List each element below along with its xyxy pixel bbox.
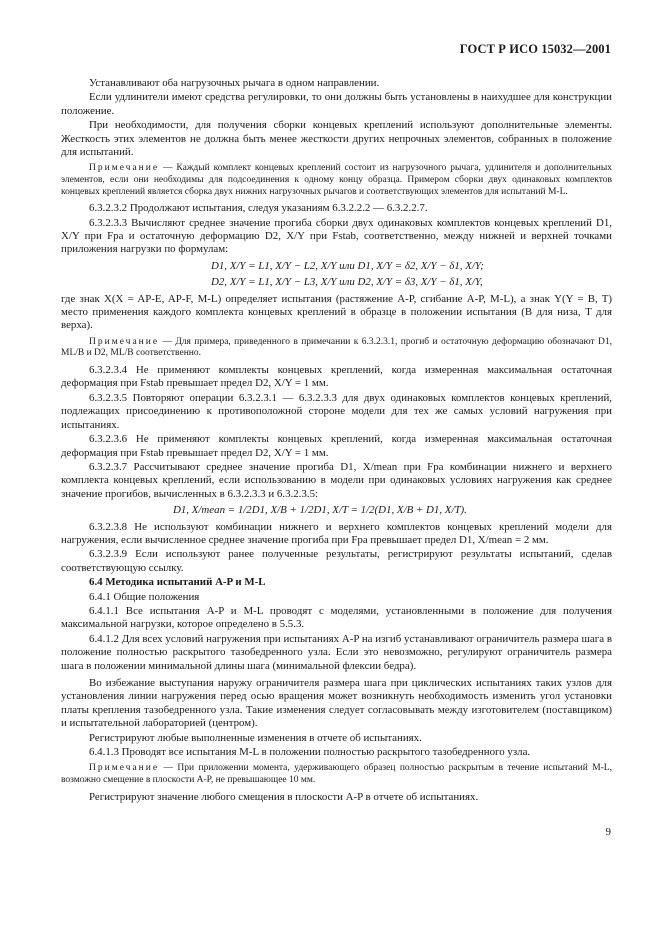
note-lead: Примечание xyxy=(89,163,160,174)
paragraph: Устанавливают оба нагрузочных рычага в одном направлении. xyxy=(89,77,380,89)
note xyxy=(61,763,612,786)
paragraph: 6.3.2.3.2 Продолжают испытания, следуя указаниям 6.3.2.2.2 — 6.3.2.2.7. xyxy=(89,202,428,215)
formula: D2, X/Y = L1, X/Y − L3, X/Y или D2, X/Y = δ3, X/Y − δ1, X/Y, xyxy=(211,276,483,289)
note-text: — Для примера, приведенного в примечании к 6.3.2.3.1, прогиб и остаточную деформацию обозначают D1, ML/B и D2, ML/B соответственно. xyxy=(61,336,612,359)
paragraph: 6.3.2.3.9 Если используют ранее полученные результаты, регистрируют результаты испытаний, сделав соответствующую ссылку. xyxy=(61,548,612,574)
paragraph: Регистрируют значение любого смещения в плоскости A-P в отчете об испытаниях. xyxy=(89,790,479,803)
formula: D1, X/Y = L1, X/Y − L2, X/Y или D1, X/Y = δ2, X/Y − δ1, X/Y; xyxy=(211,259,484,272)
paragraph: где знак X(X = AP-E, AP-F, M-L) определяет испытания (растяжение A-P, сгибание A-P, M-L), а знак Y(Y = B, T) место применения каждого комплекта концевых креплений в образце в положении испытания (B для низа, T для верха). xyxy=(61,292,612,332)
paragraph: 6.4.1 Общие положения xyxy=(89,590,200,603)
paragraph: 6.3.2.3.5 Повторяют операции 6.3.2.3.1 — 6.3.2.3.3 для двух одинаковых комплектов концевых креплений, подлежащих присоединению к противоположной стороне модели для тех же самых условий нагружения при испытаниях. xyxy=(61,391,612,431)
note xyxy=(61,163,612,198)
note xyxy=(61,337,612,360)
note-text: — При приложении момента, удерживающего образец полностью раскрытым в течение испытаний M-L, возможно смещение в плоскости A-P, не превышающее 10 мм. xyxy=(61,763,612,786)
standard-header: ГОСТ Р ИСО 15032—2001 xyxy=(459,42,611,56)
paragraph: 6.3.2.3.4 Не применяют комплекты концевых креплений, когда измеренная максимальная остаточная деформация при Fstab превышает предел D2, X/Y = 1 мм. xyxy=(61,364,612,390)
paragraph: 6.3.2.3.6 Не применяют комплекты концевых креплений, когда измеренная максимальная остаточная деформация при Fstab превышает предел D2, X/Y = 1 мм. xyxy=(61,433,612,459)
paragraph: Регистрируют любые выполненные изменения в отчете об испытаниях. xyxy=(89,731,422,744)
page-number: 9 xyxy=(605,826,611,838)
paragraph: Если удлинители имеют средства регулировки, то они должны быть установлены в наихудшее для конструкции положение. xyxy=(61,91,612,117)
paragraph: 6.4.1.2 Для всех условий нагружения при испытаниях A-P на изгиб устанавливают ограничитель размера шага в положение полностью раскрытого тазобедренного узла. Если это невозможно, регулируют ограничитель размера шага в положении минимальной длины шага (минимальной флексии бедра). xyxy=(61,632,612,672)
note-lead: Примечание xyxy=(89,336,160,347)
document-body xyxy=(61,77,612,805)
formula: D1, X/mean = 1/2D1, X/B + 1/2D1, X/T = 1/2(D1, X/B + D1, X/T). xyxy=(173,504,467,517)
paragraph: 6.4.1.3 Проводят все испытания M-L в положении полностью раскрытого тазобедренного узла. xyxy=(89,746,531,759)
paragraph: 6.4.1.1 Все испытания A-P и M-L проводят с моделями, установленными в положение для получения максимальной нагрузки, которое определено в 5.5.3. xyxy=(61,604,612,631)
note-text: — Каждый комплект концевых креплений состоит из нагрузочного рычага, удлинителя и дополнительных элементов, если они необходимы для подсоединения к одному концу образца. Примером сборки двух одинаковых комплектов концевых креплений является сборка двух нижних нагрузочных рычагов и соответствующих элементов для испытаний M-L. xyxy=(61,163,612,197)
paragraph: 6.3.2.3.7 Рассчитывают среднее значение прогиба D1, X/mean при Fpa комбинации нижнего и верхнего комплекта концевых креплений, если использованию в модели при одинаковых условиях нагружения как среднее значение прогибов, вычисленных в 6.3.2.3.3 и 6.3.2.3.5: xyxy=(61,460,612,500)
section-heading: 6.4 Методика испытаний A-P и M-L xyxy=(89,576,266,589)
paragraph: 6.3.2.3.3 Вычисляют среднее значение прогиба сборки двух одинаковых комплектов концевых креплений D1, X/Y при Fpa и остаточную деформацию D2, X/Y при Fstab, соответственно, между нижней и верхней точками приложения нагрузки по формулам: xyxy=(61,216,612,256)
paragraph: Во избежание выступания наружу ограничителя размера шага при циклических испытаниях таких узлов для установления линии нагружения перед осью вращения может возникнуть необходимость изменить угол установки платы крепления тазобедренного узла. Такие изменения следует согласовывать между изготовителем (поставщиком) и испытательной лабораторией (центром). xyxy=(61,677,612,730)
paragraph: При необходимости, для получения сборки концевых креплений используют дополнительные элементы. Жесткость этих элементов не должна быть менее жесткости других непрочных элементов, собранных в положение для испытаний. xyxy=(61,119,612,159)
note-lead: Примечание xyxy=(89,763,160,774)
paragraph: 6.3.2.3.8 Не используют комбинации нижнего и верхнего комплектов концевых креплений модели для нагружения, если вычисленное среднее значение прогиба при Fpa превышает предел D1, X/mean = 2 мм. xyxy=(61,520,612,546)
